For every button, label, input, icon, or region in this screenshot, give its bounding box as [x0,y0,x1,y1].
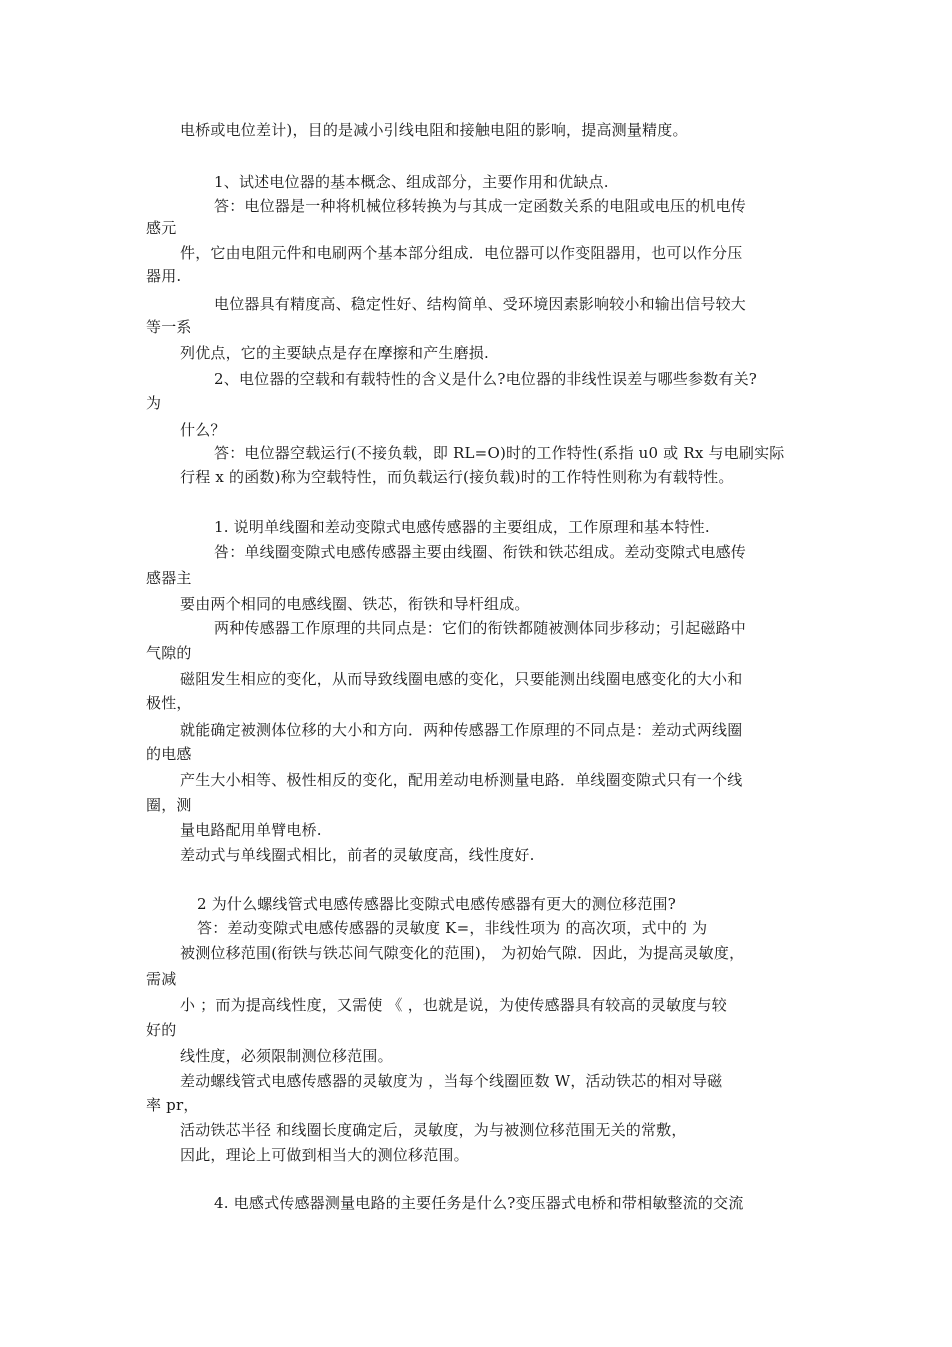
text-line: 就能确定被测体位移的大小和方向．两种传感器工作原理的不同点是：差动式两线圈 [180,721,743,739]
text-line: 小 ；而为提高线性度，又需使 《 ，也就是说，为使传感器具有较高的灵敏度与较 [180,996,727,1014]
text-line: 电位器具有精度高、稳定性好、结构简单、受环境因素影响较小和输出信号较大 [214,295,747,313]
text-line: 量电路配用单臂电桥. [180,821,322,839]
text-line: 为 [146,394,162,412]
text-line: 什么？ [180,421,226,439]
text-line: 咎：单线圈变隙式电感传感器主要由线圈、衔铁和铁芯组成。差动变隙式电感传 [214,543,747,561]
text-line: 器用. [146,267,182,285]
text-line: 因此，理论上可做到相当大的测位移范围。 [180,1146,469,1164]
text-line: 答：电位器是一种将机械位移转换为与其成一定函数关系的电阻或电压的机电传 [214,197,747,215]
text-line: 率 pr， [146,1096,199,1114]
question-heading: 1. 说明单线圈和差动变隙式电感传感器的主要组成，工作原理和基本特性. [214,518,710,536]
text-line: 产生大小相等、极性相反的变化，配用差动电桥测量电路．单线圈变隙式只有一个线 [180,771,743,789]
question-heading: 1、试述电位器的基本概念、组成部分，主要作用和优缺点. [214,173,609,191]
question-heading: 2、电位器的空载和有载特性的含义是什么?电位器的非线性误差与哪些参数有关? [214,370,758,388]
text-line: 差动式与单线圈式相比，前者的灵敏度高，线性度好. [180,846,535,864]
text-line: 要由两个相同的电感线圈、铁芯，衔铁和导杆组成。 [180,595,530,613]
question-heading: 2 为什么螺线管式电感传感器比变隙式电感传感器有更大的测位移范围? [197,895,676,913]
text-line: 被测位移范围(衔铁与铁芯间气隙变化的范围)， 为初始气隙．因此，为提高灵敏度， [180,944,745,962]
text-line: 行程 x 的函数)称为空载特性，而负载运行(接负载)时的工作特性则称为有载特性。 [180,468,734,486]
text-line: 感元 [146,219,177,237]
text-line: 电桥或电位差计)，目的是减小引线电阻和接触电阻的影响，提高测量精度。 [180,121,688,139]
text-line: 差动螺线管式电感传感器的灵敏度为 ，当每个线圈匝数 W，活动铁芯的相对导磁 [180,1072,723,1090]
text-line: 需减 [146,970,177,988]
text-line: 磁阻发生相应的变化，从而导致线圈电感的变化，只要能测出线圈电感变化的大小和 [180,670,743,688]
text-line: 的电感 [146,745,192,763]
text-line: 答：差动变隙式电感传感器的灵敏度 K=，非线性项为 的高次项，式中的 为 [197,919,708,937]
text-line: 两种传感器工作原理的共同点是：它们的衔铁都随被测体同步移动；引起磁路中 [214,619,747,637]
text-line: 活动铁芯半径 和线圈长度确定后，灵敏度，为与被测位移范围无关的常敷， [180,1121,687,1139]
text-line: 等一系 [146,318,192,336]
text-line: 极性， [146,694,192,712]
question-heading: 4. 电感式传感器测量电路的主要任务是什么?变压器式电桥和带相敏整流的交流 [214,1194,744,1212]
text-line: 件，它由电阻元件和电刷两个基本部分组成．电位器可以作变阻器用，也可以作分压 [180,244,743,262]
text-line: 好的 [146,1021,177,1039]
text-line: 圈，测 [146,796,192,814]
text-line: 气隙的 [146,644,192,662]
text-line: 答：电位器空载运行(不接负载，即 RL=O)时的工作特性(系指 u0 或 Rx 与电刷实际 [214,444,785,462]
text-line: 线性度，必须限制测位移范围。 [180,1047,393,1065]
text-line: 感器主 [146,569,192,587]
text-line: 列优点，它的主要缺点是存在摩擦和产生磨损. [180,344,489,362]
